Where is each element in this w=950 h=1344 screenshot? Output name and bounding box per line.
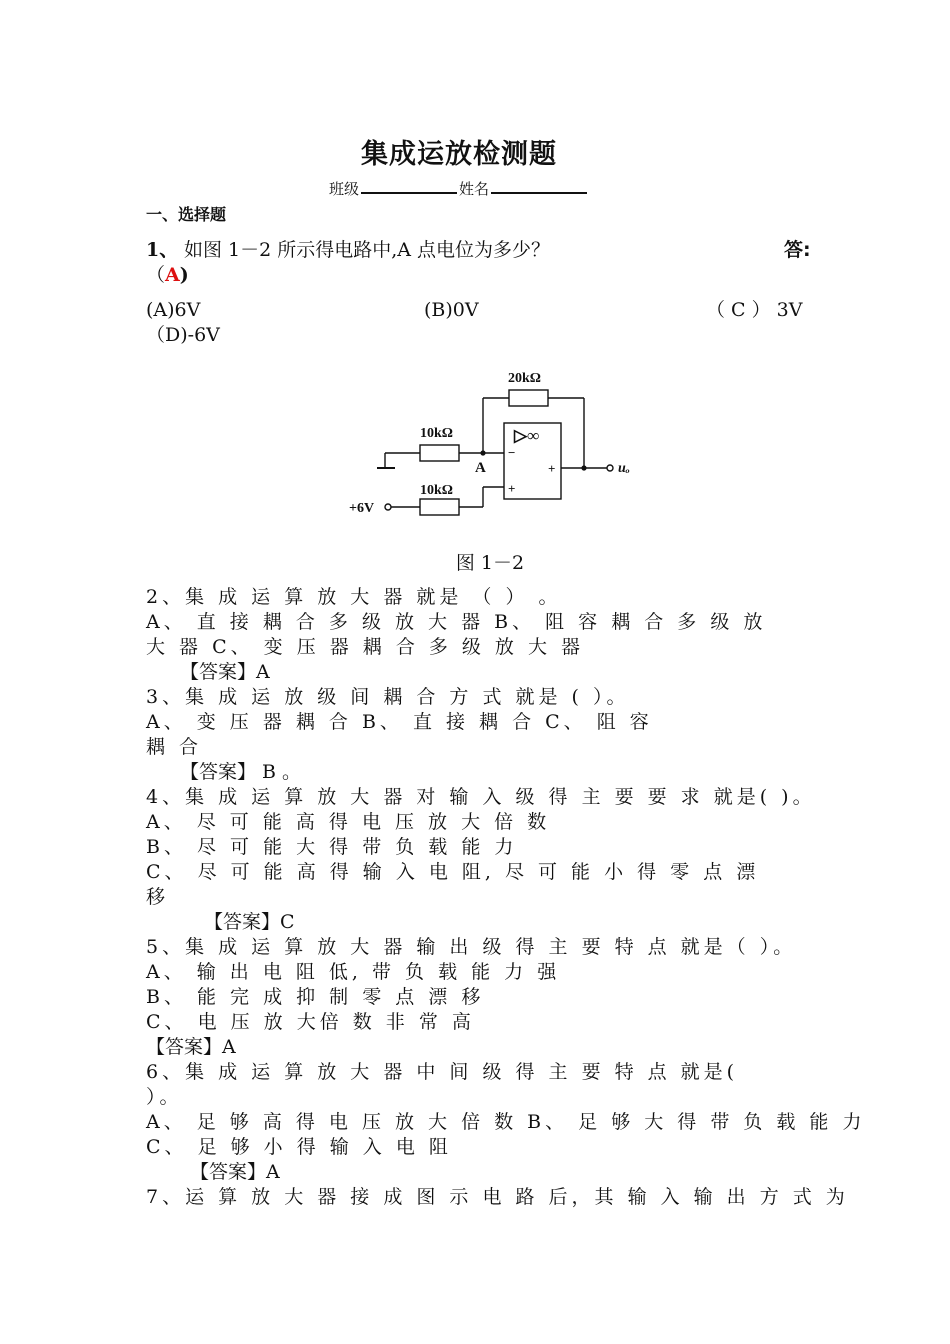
text-line: 7、运 算 放 大 器 接 成 图 示 电 路 后，其 输 入 输 出 方 式 为 <box>146 1186 849 1208</box>
answer-line: 【答案】A <box>190 1161 280 1183</box>
opamp-circuit-diagram <box>340 360 640 530</box>
text-line: B、 能 完 成 抑 制 零 点 漂 移 <box>146 986 485 1008</box>
q1-answer-value: A <box>165 264 180 286</box>
output-plus-label: + <box>548 461 556 476</box>
source-label: +6V <box>349 501 375 516</box>
q1-number <box>146 238 178 263</box>
q1-answer-label: 答: <box>784 239 811 261</box>
q1-option-c: （ C ） 3V <box>706 299 803 321</box>
q1-num: 1、 <box>146 239 179 261</box>
q1-answer <box>146 263 189 288</box>
text-line: A、 输 出 电 阻 低, 带 负 载 能 力 强 <box>146 961 561 983</box>
node-a-dot <box>480 450 485 455</box>
student-info-line <box>0 178 918 199</box>
text-line: 2、集 成 运 算 放 大 器 就是 （ ） 。 <box>146 586 562 608</box>
document-title: 集成运放检测题 <box>361 139 557 170</box>
text-line: C、 电 压 放 大倍 数 非 常 高 <box>146 1011 475 1033</box>
input-resistor <box>420 445 459 461</box>
plus-resistor-label: 10kΩ <box>420 483 453 498</box>
answer-line: 【答案】 B 。 <box>180 761 302 783</box>
text-line: B、 尽 可 能 大 得 带 负 载 能 力 <box>146 836 518 858</box>
node-a-label: A <box>475 460 486 476</box>
answer-line: 【答案】A <box>146 1036 236 1058</box>
text-line: A、 变 压 器 耦 合 B、 直 接 耦 合 C、 阻 容 <box>146 711 653 733</box>
text-line: ）。 <box>146 1086 183 1108</box>
text-line: A、 直 接 耦 合 多 级 放 大 器 B、 阻 容 耦 合 多 级 放 <box>146 611 767 633</box>
plus-resistor <box>420 499 459 515</box>
output-label: uₒ <box>618 461 630 476</box>
answer-line: 【答案】C <box>204 911 295 933</box>
class-blank[interactable] <box>361 178 457 194</box>
feedback-resistor <box>509 390 548 406</box>
class-label: 班级 <box>328 180 359 198</box>
figure-caption: 图 1－2 <box>455 552 525 574</box>
opamp-symbol: ▷∞ <box>514 426 540 445</box>
feedback-resistor-label: 20kΩ <box>508 371 541 386</box>
q1-option-d: （D)-6V <box>146 324 220 346</box>
output-terminal <box>607 465 613 471</box>
text-line: 6、集 成 运 算 放 大 器 中 间 级 得 主 要 特 点 就是( <box>146 1061 739 1083</box>
text-line: C、 足 够 小 得 输 入 电 阻 <box>146 1136 452 1158</box>
text-line: 3、集 成 运 放 级 间 耦 合 方 式 就是 ( ）。 <box>146 686 630 708</box>
q1-option-a: (A)6V <box>146 299 201 321</box>
plus-input-label: + <box>508 481 516 496</box>
text-line: 移 <box>146 886 170 908</box>
name-label: 姓名 <box>459 180 490 198</box>
answer-line: 【答案】A <box>180 661 270 683</box>
name-blank[interactable] <box>491 178 587 194</box>
minus-input-label: − <box>508 445 516 460</box>
input-resistor-label: 10kΩ <box>420 426 453 441</box>
q1-text: 如图 1－2 所示得电路中,A 点电位为多少？ <box>184 239 551 261</box>
text-line: 大 器 C、 变 压 器 耦 合 多 级 放 大 器 <box>146 636 585 658</box>
source-terminal <box>385 504 391 510</box>
text-line: 耦 合 <box>146 736 203 758</box>
text-line: 5、集 成 运 算 放 大 器 输 出 级 得 主 要 特 点 就是（ ）。 <box>146 936 797 958</box>
text-line: A、 足 够 高 得 电 压 放 大 倍 数 B、 足 够 大 得 带 负 载 能 力 <box>146 1111 866 1133</box>
section-heading: 一、选择题 <box>146 205 227 224</box>
text-line: 4、集 成 运 算 放 大 器 对 输 入 级 得 主 要 要 求 就是( )。 <box>146 786 816 808</box>
q1-answer-open: （ <box>146 264 166 286</box>
text-line: C、 尽 可 能 高 得 输 入 电 阻, 尽 可 能 小 得 零 点 漂 <box>146 861 760 883</box>
text-line: A、 尽 可 能 高 得 电 压 放 大 倍 数 <box>146 811 551 833</box>
q1-option-b: (B)0V <box>424 299 479 321</box>
q1-answer-close: ) <box>179 264 189 286</box>
output-node-dot <box>581 465 586 470</box>
